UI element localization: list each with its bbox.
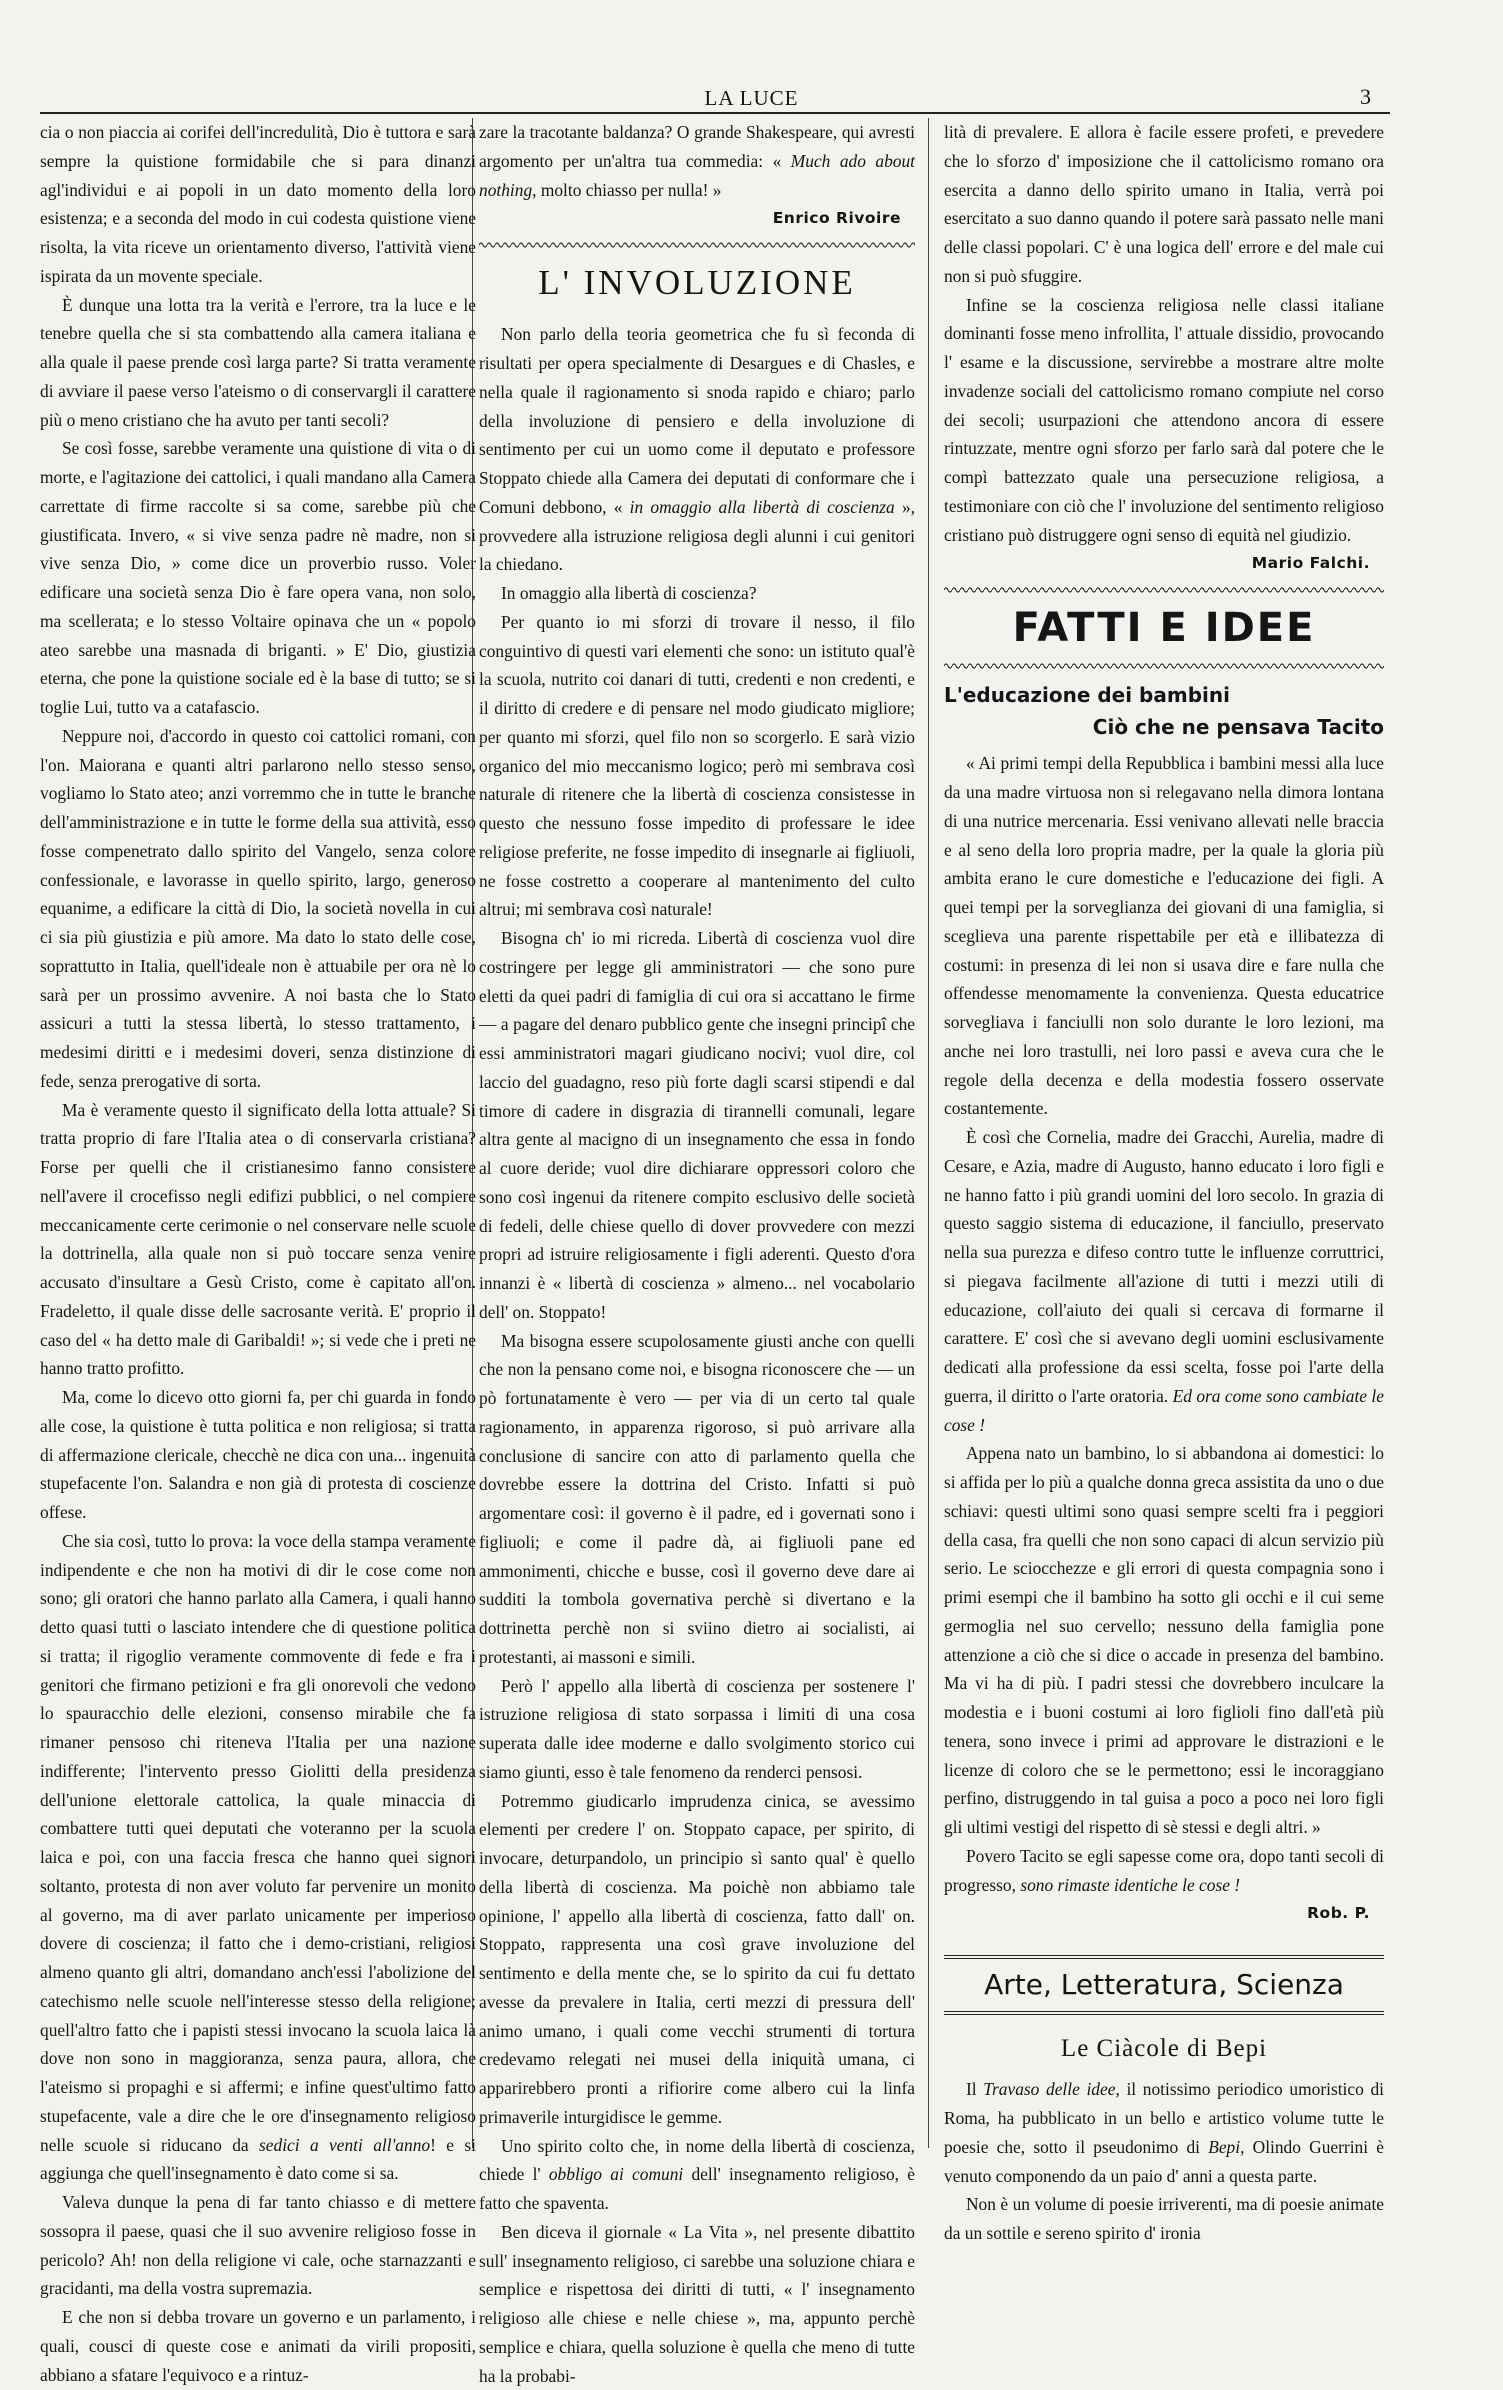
wavy-divider [479, 240, 915, 250]
wavy-divider [944, 585, 1384, 595]
paragraph [479, 320, 915, 579]
paragraph: Per quanto io mi sforzi di trovare il nesso, il filo conguintivo di questi vari elementi che sono: un istituto qual'è la scuola, nutrito coi danari di tutti, credenti e non credenti, e il diritto di credere e di pensare nel modo giudicato migliore; per quanto mi sforzi, quel filo non so scorgerlo. E sarà vizio organico del mio meccanismo logico; però mi sembrava così naturale di ritenere che la libertà di coscienza consistesse in questo che nessuno fosse impedito di professare le idee religiose preferite, ne fosse impedito di insegnarle ai figliuoli, ne fosse costretto a cooperare al mantenimento del culto altrui; mi sembrava così naturale! [479, 611, 915, 920]
article-subtitle-tacito: Ciò che ne pensava Tacito [1092, 715, 1384, 740]
text-segment: Non parlo della teoria geometrica che fu sì feconda di risultati per opera specialmente di Desargues e di Chasles, e nella quale il ragionamento si snoda rapido e chiaro; parlo della involuzione di pensiero e della involuzione di sentimento per cui un uomo come il deputato e professore Stoppato chiede alla Camera dei deputati di conformare che i Comuni debbono, « [479, 324, 915, 517]
text-segment: , molto chiasso per nulla! » [532, 179, 722, 200]
article-continuation [40, 118, 476, 2389]
text-segment: Povero Tacito se egli sapesse come ora, dopo tanti secoli di progresso, [944, 1845, 1384, 1895]
paragraph: lità di prevalere. E allora è facile essere profeti, e prevedere che lo sforzo d' imposizione che il cattolicismo romano ora esercita a danno dello spirito umano in Italia, verrà poi esercitato a suo danno quando il potere sarà passato nelle mani delle classi popolari. C' è una logica dell' errore e del male cui non si può sfuggire. [944, 122, 1384, 286]
text-segment: », provvedere alla istruzione religiosa degli alunni i cui genitori la chiedano. [479, 496, 915, 575]
column-1 [40, 118, 476, 2389]
text-segment: Che sia così, tutto lo prova: la voce della stampa veramente indipendente e che non ha motivi di dir le cose come non sono; gli oratori che hanno parlato alla Camera, i quali hanno detto quasi tutti o lasciato intendere che di questione politica si tratta; il rigoglio veramente commovente di fede e fra i genitori che firmano petizioni e fra gli onorevoli che vedono lo spauracchio delle elezioni, consenso mirabile che fa rimaner pensoso chi riteneva l'Italia per una nazione indifferente; l'intervento presso Giolitti della presidenza dell'unione elettorale cattolica, la quale minaccia di combattere tutti quei deputati che voteranno per la scuola laica e poi, con una faccia fresca che hanno quei signori soltanto, protesta di non aver voluto far pervenire un monito al governo, ma di aver parlato unicamente per imperioso dovere di coscienza; il fatto che i demo-cristiani, religiosi almeno quanto gli altri, domandano anch'essi l'abolizione del catechismo nelle scuole nell'interesse stesso della religione; quell'altro fatto che i papisti stessi invocano la scuola laica là dove non sono in maggioranza, senza paura, allora, che l'ateismo si propaghi e si affermi; e infine quest'ultimo fatto stupefacente, vale a dire che le ore d'insegnamento religioso nelle scuole si riducano da [40, 1530, 476, 2155]
paragraph: Ma bisogna essere scupolosamente giusti anche con quelli che non la pensano come noi, e bisogna riconoscere che — un pò fortunatamente è vero — per via di un certo tal quale ragionamento, in apparenza rigoroso, si può arrivare alla conclusione di sancire con atto di parlamento quella che dovrebbe essere la dottrina del Cristo. Infatti si può argomentare così: il governo è il padre, ed i governati sono i figliuoli; e come il padre dà, ai figliuoli pane ed ammonimenti, chicche e busse, così il governo deve dare ai sudditi la tombola governativa perchè si divertano e la dottrinetta perchè non si sviino dietro ai socialisti, ai protestanti, ai massoni e simili. [479, 1330, 915, 1667]
article-continuation-end [479, 118, 915, 204]
section-title-arte: Arte, Letteratura, Scienza [944, 1955, 1384, 2015]
paragraph: E che non si debba trovare un governo e un parlamento, i quali, cousci di queste cose e animati da virili propositi, abbiano a sfatare l'equivoco e a rintuz- [40, 2307, 476, 2385]
paragraph: Valeva dunque la pena di far tanto chiasso e di mettere sossopra il paese, quasi che il suo avvenire religioso fosse in pericolo? Ah! non della religione vi cale, oche starnazzanti e gracidanti, ma della vostra supremazia. [40, 2192, 476, 2299]
paragraph: Non è un volume di poesie irriverenti, ma di poesie animate da un sottile e sereno spirito d' ironia [944, 2194, 1384, 2243]
text-segment: zare la tracotante baldanza? O grande Shakespeare, qui avresti argomento per un'altra tua commedia: « [479, 122, 915, 171]
paragraph [944, 1123, 1384, 1439]
article-title-educazione: L'educazione dei bambini [944, 683, 1230, 708]
wavy-divider [944, 661, 1384, 671]
italic-text: obbligo ai comuni [548, 2164, 684, 2185]
text-segment: , il notissimo periodico umoristico di Roma, ha pubblicato in un bello e artistico volume tutte le poesie che, sotto il pseudonimo di [944, 2079, 1384, 2157]
column-divider [928, 118, 929, 2148]
article-body-involuzione [479, 320, 915, 2390]
paragraph: Appena nato un bambino, lo si abbandona ai domestici: lo si affida per lo più a qualche donna greca assistita da uno o due schiavi: questi ultimi sono quasi sempre scelti fra i peggiori della casa, fra quelli che non sono capaci di alcun servizio più serio. Le sciocchezze e gli errori di questa compagnia sono i primi esempi che il bambino ha sotto gli occhi e il cui seme germoglia nel suo cervello; nessuno della famiglia pone attenzione a ciò che si dice o accade in presenza del bambino. Ma vi ha di più. I padri stessi che dovrebbero inculcare la modestia e i buoni costumi ai loro figlioli fino dall'età più tenera, sono invece i primi ad approvare le distrazioni e le licenze di coloro che se le permettono; essi le incoraggiano perfino, distruggendo in tal guisa a poco a poco nei loro figli gli ultimi vestigi del rispetto di sè stessi e degli altri. » [944, 1443, 1384, 1837]
article-body-educazione [944, 749, 1384, 1899]
paragraph [944, 2075, 1384, 2190]
text-segment: , Olindo Guerrini è venuto componendo da un paio d' anni a questa parte. [944, 2136, 1384, 2186]
paragraph: Potremmo giudicarlo imprudenza cinica, se avessimo elementi per credere l' on. Stoppato capace, per spirito, di invocare, deturpandolo, un principio sì santo qual' è quello della libertà di coscienza. Ma poichè non abbiamo tale opinione, l' appello alla libertà di coscienza, fatto dall' on. Stoppato, rappresenta una così grave involuzione del sentimento e della mente che, se lo spirito da cui fu dettato avesse da prevalere in Italia, certi mezzi di pressura dell' animo umano, i quali come vecchi strumenti di tortura credevamo relegati nei musei della iniquità umana, ci apparirebbero pronti a rifiorire come albero cui la linfa primaverile inturgidisce le gemme. [479, 1790, 915, 2127]
article-title-bepi: Le Ciàcole di Bepi [1060, 2035, 1268, 2063]
paragraph: Ma, come lo dicevo otto giorni fa, per chi guarda in fondo alle cose, la quistione è tutta politica e non religiosa; si tratta di affermazione clericale, checchè ne dica con una... ingenuità stupefacente l'on. Salandra e non già di protesta di coscienze offese. [40, 1387, 476, 1522]
paragraph: Neppure noi, d'accordo in questo coi cattolici romani, con l'on. Maiorana e quanti altri parlarono nello stesso senso, vogliamo lo Stato ateo; anzi vorremmo che in tutte le branche dell'amministrazione e in tutte le forme della sua attività, esso fosse compenetrato dallo spirito del Vangelo, senza colore confessionale, e lavorasse in quello spirito, largo, generoso equanime, a edificare la città di Dio, la società novella in cui ci sia più giustizia e più amore. Ma dato lo stato delle cose, soprattutto in Italia, quell'ideale non è attuabile per ora nè lo sarà per un prossimo avvenire. A noi basta che lo Stato assicuri a tutti la stessa libertà, lo stesso trattamento, i medesimi diritti e i medesimi doveri, senza distinzione di fede, senza prerogative di sorta. [40, 725, 476, 1091]
text-segment: Uno spirito colto che, in nome della libertà di coscienza, chiede l' [479, 2135, 915, 2185]
italic-text: Much ado about nothing [479, 150, 915, 200]
italic-text: Ed ora come sono cambiate le cose ! [944, 1385, 1384, 1435]
paragraph [479, 2132, 915, 2218]
paragraph [944, 1842, 1384, 1900]
italic-text: in omaggio alla libertà di coscienza [629, 496, 895, 517]
text-segment: È così che Cornelia, madre dei Gracchi, Aurelia, madre di Cesare, e Azia, madre di Augusto, hanno educato i loro figli e ne hanno fatto i più grandi uomini del loro secolo. In grazia di questo saggio sistema di educazione, il fanciullo, preservato nella sua purezza e difeso contro tutte le influenze corruttrici, si piegava facilmente all'azione di tutti i mezzi utili di educazione, coll'aiuto dei quali si cercava di formarne il carattere. E' così che si avevano degli uomini esclusivamente dedicati alla professione da essi scelta, fosse poi l'arte della guerra, il diritto o l'arte oratoria. [944, 1127, 1384, 1406]
header-rule [40, 112, 1390, 114]
article-title-involuzione: L' INVOLUZIONE [538, 263, 856, 303]
page-number: 3 [1360, 84, 1371, 109]
article-body-involuzione-continued [944, 118, 1384, 549]
paragraph [479, 118, 915, 204]
paragraph: È dunque una lotta tra la verità e l'errore, tra la luce e le tenebre quella che si sta combattendo alla camera italiana e alla quale il paese prende così larga parte? Si tratta veramente di avviare il paese verso l'ateismo o di conservargli il carattere più o meno cristiano che ha avuto per tanti secoli? [40, 294, 476, 430]
paragraph: Se così fosse, sarebbe veramente una quistione di vita o di morte, e l'agitazione dei cattolici, i quali mandano alla Camera carrettate di firme raccolte si sa come, sarebbe più che giustificata. Invero, « si vive senza padre nè madre, non si vive senza Dio, » come dice un proverbio russo. Voler edificare una società senza Dio è fare opera vana, non solo, ma scellerata; e lo stesso Voltaire opinava che un « popolo ateo sarebbe una masnada di briganti. » E' Dio, giustizia eterna, che pone la quistione sociale ed è la base di tutto; se si toglie Lui, tutto va a catafascio. [40, 438, 476, 717]
paragraph: Ben diceva il giornale « La Vita », nel presente dibattito sull' insegnamento religioso, ci sarebbe una soluzione chiara e semplice e rispettosa dei diritti di tutti, « l' insegnamento religioso alle chiese e nelle chiese », ma, appunto perchè semplice e chiara, quella soluzione è quella che meno di tutte ha la probabi- [479, 2221, 915, 2386]
italic-text: sedici a venti all'anno [259, 2134, 431, 2155]
italic-text: Bepi [1208, 2136, 1241, 2157]
paragraph: Però l' appello alla libertà di coscienza per sostenere l' istruzione religiosa di stato sorpassa i limiti di una cosa superata dalle idee moderne e dallo svolgimento storico cui siamo giunti, esso è tale fenomeno da renderci pensosi. [479, 1675, 915, 1782]
author-signature: Mario Falchi. [1251, 554, 1370, 573]
newspaper-title: LA LUCE [704, 86, 799, 110]
column-2 [479, 118, 915, 2390]
paragraph: Infine se la coscienza religiosa nelle classi italiane dominanti fosse meno infrollita, l' attuale dissidio, provocando l' esame e la discussione, servirebbe a mostrare altre molte invadenze sociali del cattolicismo romano compiute nel corso dei secoli; usurpazioni che attendono ancora di essere rintuzzate, mentre ogni sforzo per farlo sarà dal potere che le compì battezzato quale una persecuzione religiosa, a testimoniare con ciò che l' involuzione del sentimento religioso cristiano può distruggere ogni senso di equità nel giudizio. [944, 294, 1384, 545]
text-segment: dell' insegnamento religioso, è fatto che spaventa. [479, 2164, 915, 2213]
italic-text: Travaso delle idee [983, 2079, 1116, 2100]
section-title-fatti-e-idee: FATTI E IDEE [1012, 605, 1316, 652]
paragraph [40, 1527, 476, 2188]
text-segment: Il [966, 2079, 984, 2100]
author-signature: Rob. P. [1307, 1904, 1370, 1923]
column-3 [944, 118, 1384, 2248]
paragraph: Ma è veramente questo il significato della lotta attuale? Si tratta proprio di fare l'Italia atea o di conservarla cristiana? Forse per quelli che il cristianesimo fanno consistere nell'avere il crocefisso negli edifizi pubblici, o nel compiere meccanicamente certe cerimonie o nel conservare nelle scuole la dottrinella, alla quale non si può toccare senza venire accusato d'insultare a Gesù Cristo, come è capitato all'on. Fradeletto, il quale disse delle sacrosante verità. E' proprio il caso del « ha detto male di Garibaldi! »; si vede che i preti ne hanno tratto profitto. [40, 1099, 476, 1379]
paragraph: Bisogna ch' io mi ricreda. Libertà di coscienza vuol dire costringere per legge gli amministratori — che sono pure eletti da quei padri di famiglia di cui ora si accattano le firme — a pagare del denaro pubblico gente che insegni principî che essi amministratori magari giudicano nocivi; vuol dire, col laccio del guadagno, reso più forte dagli scarsi stipendi e dal timore di cadere in disgrazia di tirannelli comunali, legare altra gente al macigno di un insegnamento che essa in fondo al cuore deride; vuol dire dichiarare oppressori coloro che sono così ingenui da ritenere compito esclusivo delle società di fedeli, delle chiese quello di dover provvedere con mezzi propri ad istruire religiosamente i figli aderenti. Questo d'ora innanzi è « libertà di coscienza » almeno... nel vocabolario dell' on. Stoppato! [479, 928, 915, 1322]
text-segment: ! e si aggiunga che quell'insegnamento è dato come si sa. [40, 2134, 476, 2184]
article-body-bepi [944, 2075, 1384, 2248]
paragraph: cia o non piaccia ai corifei dell'incredulità, Dio è tuttora e sarà sempre la quistione formidabile che si para dinanzi agl'individui e ai popoli in un dato momento della loro esistenza; e a seconda del modo in cui codesta quistione viene risolta, la vita riceve un orientamento diverso, l'attività viene ispirata da un movente speciale. [40, 122, 476, 286]
paragraph: « Ai primi tempi della Repubblica i bambini messi alla luce da una madre virtuosa non si relegavano nella dimora lontana di una nutrice mercenaria. Essi venivano allevati nelle braccia e al seno della loro propria madre, per la quale la gloria più ambita erano le cure domestiche e l'educazione dei figli. A quei tempi per la sorveglianza dei giovani di una famiglia, si sceglieva una parente rispettabile per età e illibatezza di costumi: in presenza di lei non si usava dire e fare nulla che offendesse menomamente la convenienza. Questa educatrice sorvegliava i fanciulli non solo durante le loro lezioni, ma anche nei loro trastulli, nei loro passi e aveva cura che le regole della decenza e della modestia fossero osservate costantemente. [944, 753, 1384, 1119]
italic-text: sono rimaste identiche le cose ! [1020, 1874, 1241, 1895]
paragraph: In omaggio alla libertà di coscienza? [501, 583, 757, 603]
author-signature: Enrico Rivoire [772, 209, 901, 228]
